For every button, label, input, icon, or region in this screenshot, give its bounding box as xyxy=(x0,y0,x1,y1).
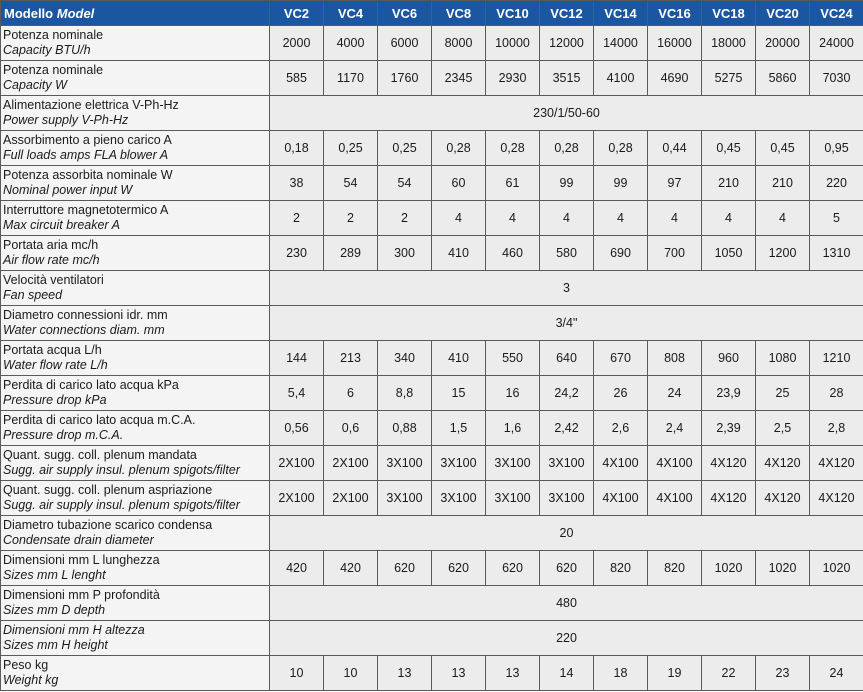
value-cell: 3X100 xyxy=(540,446,594,481)
value-cell: 4X120 xyxy=(702,446,756,481)
value-cell: 1170 xyxy=(324,61,378,96)
value-cell: 4X120 xyxy=(756,446,810,481)
value-cell-merged: 20 xyxy=(270,516,863,551)
value-cell: 3X100 xyxy=(378,446,432,481)
table-row xyxy=(1,131,863,166)
row-label xyxy=(1,516,270,551)
value-cell: 4 xyxy=(594,201,648,236)
value-cell: 340 xyxy=(378,341,432,376)
value-cell: 420 xyxy=(270,551,324,586)
model-column-header: VC16 xyxy=(648,1,702,26)
value-cell: 2,42 xyxy=(540,411,594,446)
row-label xyxy=(1,481,270,516)
table-row xyxy=(1,201,863,236)
value-cell: 4 xyxy=(702,201,756,236)
table-row xyxy=(1,516,863,551)
table-row xyxy=(1,236,863,271)
value-cell: 820 xyxy=(594,551,648,586)
value-cell: 1200 xyxy=(756,236,810,271)
value-cell: 289 xyxy=(324,236,378,271)
value-cell: 0,88 xyxy=(378,411,432,446)
value-cell: 20000 xyxy=(756,26,810,61)
value-cell: 420 xyxy=(324,551,378,586)
row-label-it: Dimensioni mm H altezza xyxy=(3,623,145,637)
value-cell: 15 xyxy=(432,376,486,411)
table-row xyxy=(1,166,863,201)
model-column-header: VC18 xyxy=(702,1,756,26)
value-cell: 4 xyxy=(756,201,810,236)
value-cell: 700 xyxy=(648,236,702,271)
value-cell: 0,28 xyxy=(432,131,486,166)
model-column-header: VC8 xyxy=(432,1,486,26)
value-cell: 97 xyxy=(648,166,702,201)
value-cell: 6 xyxy=(324,376,378,411)
value-cell: 54 xyxy=(324,166,378,201)
row-label xyxy=(1,411,270,446)
value-cell: 0,6 xyxy=(324,411,378,446)
value-cell: 18 xyxy=(594,656,648,691)
value-cell: 14000 xyxy=(594,26,648,61)
row-label-en: Water connections diam. mm xyxy=(3,323,165,337)
value-cell: 3X100 xyxy=(378,481,432,516)
model-column-header: VC4 xyxy=(324,1,378,26)
row-label xyxy=(1,656,270,691)
model-column-header: VC24 xyxy=(810,1,863,26)
value-cell: 23,9 xyxy=(702,376,756,411)
header-row xyxy=(1,1,863,26)
value-cell: 620 xyxy=(540,551,594,586)
value-cell: 2,4 xyxy=(648,411,702,446)
row-label-en: Capacity BTU/h xyxy=(3,43,91,57)
row-label xyxy=(1,446,270,481)
row-label-en: Pressure drop m.C.A. xyxy=(3,428,124,442)
model-label-it: Modello xyxy=(4,5,54,21)
value-cell: 16 xyxy=(486,376,540,411)
row-label xyxy=(1,621,270,656)
row-label-it: Peso kg xyxy=(3,658,49,672)
row-label-en: Condensate drain diameter xyxy=(3,533,154,547)
value-cell: 4X120 xyxy=(810,481,863,516)
model-column-header: VC14 xyxy=(594,1,648,26)
row-label-en: Capacity W xyxy=(3,78,67,92)
row-label xyxy=(1,61,270,96)
row-label-it: Quant. sugg. coll. plenum mandata xyxy=(3,448,197,462)
row-label-it: Diametro tubazione scarico condensa xyxy=(3,518,213,532)
value-cell: 0,44 xyxy=(648,131,702,166)
table-row xyxy=(1,481,863,516)
value-cell: 1,5 xyxy=(432,411,486,446)
value-cell: 3X100 xyxy=(540,481,594,516)
row-label-it: Quant. sugg. coll. plenum aspriazione xyxy=(3,483,213,497)
value-cell: 300 xyxy=(378,236,432,271)
table-row xyxy=(1,656,863,691)
value-cell: 2 xyxy=(324,201,378,236)
value-cell: 5860 xyxy=(756,61,810,96)
value-cell: 4X100 xyxy=(594,446,648,481)
model-column-header: VC6 xyxy=(378,1,432,26)
value-cell: 213 xyxy=(324,341,378,376)
table-row xyxy=(1,551,863,586)
value-cell: 640 xyxy=(540,341,594,376)
value-cell: 24000 xyxy=(810,26,863,61)
value-cell: 0,28 xyxy=(486,131,540,166)
row-label-en: Water flow rate L/h xyxy=(3,358,108,372)
table-row xyxy=(1,341,863,376)
value-cell: 1020 xyxy=(810,551,863,586)
row-label xyxy=(1,586,270,621)
model-column-header: VC2 xyxy=(270,1,324,26)
table-row xyxy=(1,446,863,481)
row-label-en: Sizes mm L lenght xyxy=(3,568,106,582)
value-cell: 4 xyxy=(540,201,594,236)
value-cell: 1310 xyxy=(810,236,863,271)
value-cell: 0,28 xyxy=(594,131,648,166)
row-label-it: Velocità ventilatori xyxy=(3,273,104,287)
model-label-en: Model xyxy=(56,5,95,21)
value-cell: 220 xyxy=(810,166,863,201)
value-cell: 2 xyxy=(378,201,432,236)
row-label xyxy=(1,166,270,201)
value-cell: 24 xyxy=(810,656,863,691)
row-label-en: Power supply V-Ph-Hz xyxy=(3,113,129,127)
value-cell: 24,2 xyxy=(540,376,594,411)
value-cell: 580 xyxy=(540,236,594,271)
row-label xyxy=(1,271,270,306)
table-row xyxy=(1,271,863,306)
value-cell: 410 xyxy=(432,341,486,376)
row-label-it: Diametro connessioni idr. mm xyxy=(3,308,168,322)
row-label xyxy=(1,26,270,61)
value-cell: 230 xyxy=(270,236,324,271)
value-cell: 550 xyxy=(486,341,540,376)
value-cell: 4690 xyxy=(648,61,702,96)
row-label xyxy=(1,551,270,586)
value-cell-merged: 3 xyxy=(270,271,863,306)
row-label-it: Dimensioni mm L lunghezza xyxy=(3,553,160,567)
value-cell: 26 xyxy=(594,376,648,411)
row-label-it: Perdita di carico lato acqua m.C.A. xyxy=(3,413,196,427)
value-cell: 1020 xyxy=(702,551,756,586)
row-label xyxy=(1,341,270,376)
row-label xyxy=(1,306,270,341)
row-label xyxy=(1,236,270,271)
row-label-it: Portata acqua L/h xyxy=(3,343,102,357)
value-cell: 0,28 xyxy=(540,131,594,166)
value-cell: 4 xyxy=(648,201,702,236)
table-row xyxy=(1,61,863,96)
value-cell: 2 xyxy=(270,201,324,236)
value-cell: 19 xyxy=(648,656,702,691)
value-cell: 4100 xyxy=(594,61,648,96)
value-cell: 210 xyxy=(756,166,810,201)
value-cell: 1080 xyxy=(756,341,810,376)
row-label-en: Sizes mm D depth xyxy=(3,603,106,617)
value-cell: 8,8 xyxy=(378,376,432,411)
row-label-it: Alimentazione elettrica V-Ph-Hz xyxy=(3,98,179,112)
value-cell: 4X120 xyxy=(756,481,810,516)
value-cell: 1020 xyxy=(756,551,810,586)
value-cell: 18000 xyxy=(702,26,756,61)
row-label xyxy=(1,96,270,131)
value-cell-merged: 480 xyxy=(270,586,863,621)
value-cell: 10 xyxy=(324,656,378,691)
value-cell: 7030 xyxy=(810,61,863,96)
value-cell: 12000 xyxy=(540,26,594,61)
spec-body xyxy=(1,26,863,691)
value-cell: 3X100 xyxy=(486,481,540,516)
row-label-en: Fan speed xyxy=(3,288,63,302)
table-row xyxy=(1,586,863,621)
value-cell: 23 xyxy=(756,656,810,691)
value-cell: 0,25 xyxy=(324,131,378,166)
row-label xyxy=(1,376,270,411)
value-cell: 2X100 xyxy=(324,446,378,481)
value-cell: 4X100 xyxy=(594,481,648,516)
table-row xyxy=(1,621,863,656)
value-cell: 3X100 xyxy=(432,446,486,481)
row-label-en: Pressure drop kPa xyxy=(3,393,107,407)
value-cell-merged: 3/4" xyxy=(270,306,863,341)
value-cell: 14 xyxy=(540,656,594,691)
value-cell-merged: 230/1/50-60 xyxy=(270,96,863,131)
value-cell: 61 xyxy=(486,166,540,201)
table-row xyxy=(1,306,863,341)
value-cell: 16000 xyxy=(648,26,702,61)
value-cell: 820 xyxy=(648,551,702,586)
value-cell: 99 xyxy=(594,166,648,201)
row-label-en: Air flow rate mc/h xyxy=(3,253,100,267)
value-cell: 620 xyxy=(486,551,540,586)
table-row xyxy=(1,376,863,411)
value-cell: 5,4 xyxy=(270,376,324,411)
value-cell: 2,5 xyxy=(756,411,810,446)
row-label-en: Sugg. air supply insul. plenum spigots/filter xyxy=(3,463,240,477)
value-cell: 24 xyxy=(648,376,702,411)
row-label-en: Weight kg xyxy=(3,673,59,687)
value-cell: 5275 xyxy=(702,61,756,96)
model-column-header: VC12 xyxy=(540,1,594,26)
value-cell: 0,18 xyxy=(270,131,324,166)
value-cell: 6000 xyxy=(378,26,432,61)
value-cell: 4000 xyxy=(324,26,378,61)
value-cell: 2,39 xyxy=(702,411,756,446)
value-cell: 0,56 xyxy=(270,411,324,446)
value-cell: 4X120 xyxy=(702,481,756,516)
value-cell: 690 xyxy=(594,236,648,271)
value-cell: 1,6 xyxy=(486,411,540,446)
value-cell: 460 xyxy=(486,236,540,271)
table-row xyxy=(1,411,863,446)
value-cell-merged: 220 xyxy=(270,621,863,656)
value-cell: 960 xyxy=(702,341,756,376)
value-cell: 3X100 xyxy=(486,446,540,481)
value-cell: 808 xyxy=(648,341,702,376)
value-cell: 13 xyxy=(378,656,432,691)
row-label-en: Sizes mm H height xyxy=(3,638,108,652)
value-cell: 4 xyxy=(432,201,486,236)
row-label-it: Potenza nominale xyxy=(3,28,104,42)
value-cell: 25 xyxy=(756,376,810,411)
value-cell: 3515 xyxy=(540,61,594,96)
value-cell: 2,6 xyxy=(594,411,648,446)
value-cell: 670 xyxy=(594,341,648,376)
value-cell: 1760 xyxy=(378,61,432,96)
value-cell: 22 xyxy=(702,656,756,691)
row-label-en: Sugg. air supply insul. plenum spigots/filter xyxy=(3,498,240,512)
model-column-header: VC10 xyxy=(486,1,540,26)
value-cell: 8000 xyxy=(432,26,486,61)
value-cell: 0,25 xyxy=(378,131,432,166)
row-label-it: Potenza assorbita nominale W xyxy=(3,168,173,182)
value-cell: 620 xyxy=(378,551,432,586)
value-cell: 2930 xyxy=(486,61,540,96)
row-label-en: Nominal power input W xyxy=(3,183,133,197)
row-label-en: Full loads amps FLA blower A xyxy=(3,148,169,162)
value-cell: 38 xyxy=(270,166,324,201)
row-label-it: Potenza nominale xyxy=(3,63,104,77)
value-cell: 0,45 xyxy=(756,131,810,166)
row-label xyxy=(1,131,270,166)
value-cell: 13 xyxy=(432,656,486,691)
table-row xyxy=(1,96,863,131)
value-cell: 2000 xyxy=(270,26,324,61)
value-cell: 60 xyxy=(432,166,486,201)
row-label xyxy=(1,201,270,236)
value-cell: 3X100 xyxy=(432,481,486,516)
value-cell: 4X100 xyxy=(648,481,702,516)
value-cell: 410 xyxy=(432,236,486,271)
row-label-it: Portata aria mc/h xyxy=(3,238,99,252)
value-cell: 13 xyxy=(486,656,540,691)
value-cell: 99 xyxy=(540,166,594,201)
value-cell: 1210 xyxy=(810,341,863,376)
value-cell: 54 xyxy=(378,166,432,201)
value-cell: 10 xyxy=(270,656,324,691)
row-label-en: Max circuit breaker A xyxy=(3,218,120,232)
row-label-it: Dimensioni mm P profondità xyxy=(3,588,160,602)
row-label-it: Interruttore magnetotermico A xyxy=(3,203,169,217)
value-cell: 210 xyxy=(702,166,756,201)
model-header xyxy=(1,1,270,26)
model-column-header: VC20 xyxy=(756,1,810,26)
value-cell: 10000 xyxy=(486,26,540,61)
value-cell: 28 xyxy=(810,376,863,411)
value-cell: 2X100 xyxy=(270,446,324,481)
row-label-it: Assorbimento a pieno carico A xyxy=(3,133,172,147)
row-label-it: Perdita di carico lato acqua kPa xyxy=(3,378,179,392)
value-cell: 144 xyxy=(270,341,324,376)
value-cell: 0,45 xyxy=(702,131,756,166)
value-cell: 620 xyxy=(432,551,486,586)
value-cell: 2,8 xyxy=(810,411,863,446)
value-cell: 2X100 xyxy=(270,481,324,516)
table-row xyxy=(1,26,863,61)
value-cell: 585 xyxy=(270,61,324,96)
value-cell: 2X100 xyxy=(324,481,378,516)
value-cell: 1050 xyxy=(702,236,756,271)
value-cell: 5 xyxy=(810,201,863,236)
value-cell: 2345 xyxy=(432,61,486,96)
value-cell: 4X120 xyxy=(810,446,863,481)
value-cell: 0,95 xyxy=(810,131,863,166)
value-cell: 4 xyxy=(486,201,540,236)
value-cell: 4X100 xyxy=(648,446,702,481)
